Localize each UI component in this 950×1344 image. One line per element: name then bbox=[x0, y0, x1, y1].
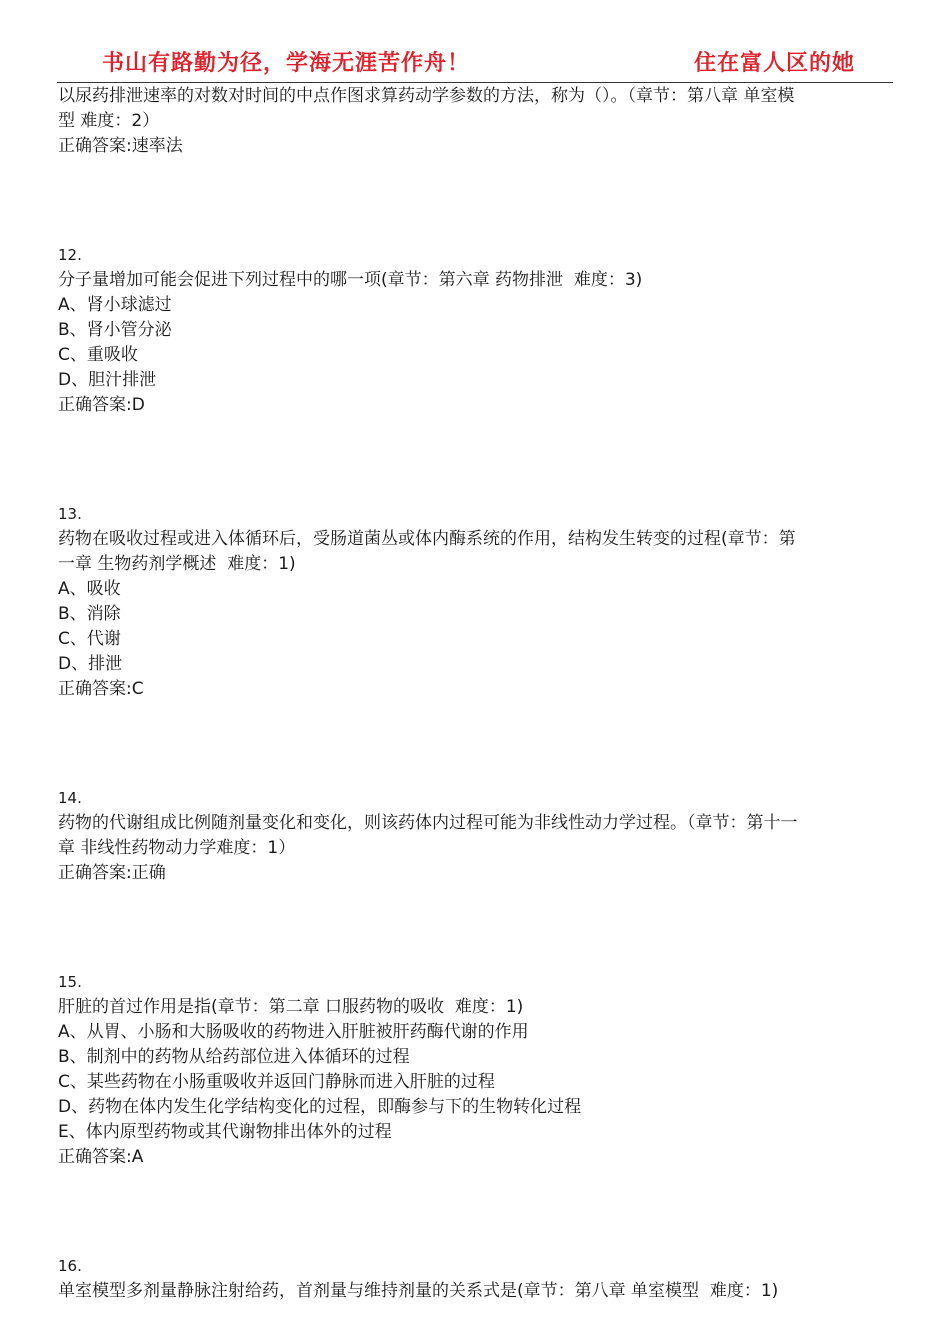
option-a: A、吸收 bbox=[58, 579, 121, 599]
option-c: C、重吸收 bbox=[58, 345, 138, 365]
question-stem-line: 肝脏的首过作用是指(章节：第二章 口服药物的吸收 难度：1) bbox=[58, 997, 524, 1017]
option-b: B、消除 bbox=[58, 604, 121, 624]
answer-line: 正确答案:A bbox=[58, 1147, 144, 1167]
option-d: D、排泄 bbox=[58, 654, 123, 674]
question-stem-line: 型 难度：2） bbox=[58, 111, 160, 131]
option-d: D、药物在体内发生化学结构变化的过程，即酶参与下的生物转化过程 bbox=[58, 1097, 582, 1117]
answer-line: 正确答案:C bbox=[58, 679, 144, 699]
question-stem-line: 以尿药排泄速率的对数对时间的中点作图求算药动学参数的方法，称为（）。（章节：第八章 单室模 bbox=[58, 86, 795, 106]
option-a: A、从胃、小肠和大肠吸收的药物进入肝脏被肝药酶代谢的作用 bbox=[58, 1022, 529, 1042]
question-stem-line: 分子量增加可能会促进下列过程中的哪一项(章节：第六章 药物排泄 难度：3) bbox=[58, 270, 643, 290]
question-number: 13. bbox=[58, 505, 82, 523]
header-author: 住在富人区的她 bbox=[694, 50, 856, 76]
question-stem-line: 药物在吸收过程或进入体循环后，受肠道菌丛或体内酶系统的作用，结构发生转变的过程(章节：第 bbox=[58, 529, 796, 549]
spacer bbox=[58, 886, 894, 970]
option-c: C、代谢 bbox=[58, 629, 121, 649]
option-a: A、肾小球滤过 bbox=[58, 295, 172, 315]
answer-line: 正确答案:D bbox=[58, 395, 145, 415]
spacer bbox=[58, 1170, 894, 1254]
question-number: 12. bbox=[58, 246, 82, 264]
answer-line: 正确答案:速率法 bbox=[58, 136, 183, 156]
header-divider bbox=[57, 82, 893, 83]
question-13 bbox=[58, 502, 894, 702]
question-16 bbox=[58, 1254, 894, 1304]
spacer bbox=[58, 418, 894, 502]
question-stem-line: 单室模型多剂量静脉注射给药，首剂量与维持剂量的关系式是(章节：第八章 单室模型 难度：1) bbox=[58, 1281, 779, 1301]
question-stem-line: 章 非线性药物动力学难度：1） bbox=[58, 838, 296, 858]
option-d: D、胆汁排泄 bbox=[58, 370, 157, 390]
option-b: B、肾小管分泌 bbox=[58, 320, 172, 340]
question-number: 16. bbox=[58, 1257, 82, 1275]
option-e: E、体内原型药物或其代谢物排出体外的过程 bbox=[58, 1122, 392, 1142]
question-15 bbox=[58, 970, 894, 1170]
answer-line: 正确答案:正确 bbox=[58, 863, 166, 883]
option-c: C、某些药物在小肠重吸收并返回门静脉而进入肝脏的过程 bbox=[58, 1072, 495, 1092]
question-number: 14. bbox=[58, 789, 82, 807]
question-14 bbox=[58, 786, 894, 886]
question-list bbox=[58, 84, 894, 1304]
header-motto: 书山有路勤为径，学海无涯苦作舟！ bbox=[102, 50, 471, 76]
question-12 bbox=[58, 243, 894, 418]
question-number: 15. bbox=[58, 973, 82, 991]
question-intro bbox=[58, 84, 894, 159]
question-stem-line: 药物的代谢组成比例随剂量变化和变化，则该药体内过程可能为非线性动力学过程。（章节：第十一 bbox=[58, 813, 798, 833]
option-b: B、制剂中的药物从给药部位进入体循环的过程 bbox=[58, 1047, 410, 1067]
spacer bbox=[58, 702, 894, 786]
spacer bbox=[58, 159, 894, 243]
page-header bbox=[0, 0, 950, 86]
question-stem-line: 一章 生物药剂学概述 难度：1) bbox=[58, 554, 296, 574]
